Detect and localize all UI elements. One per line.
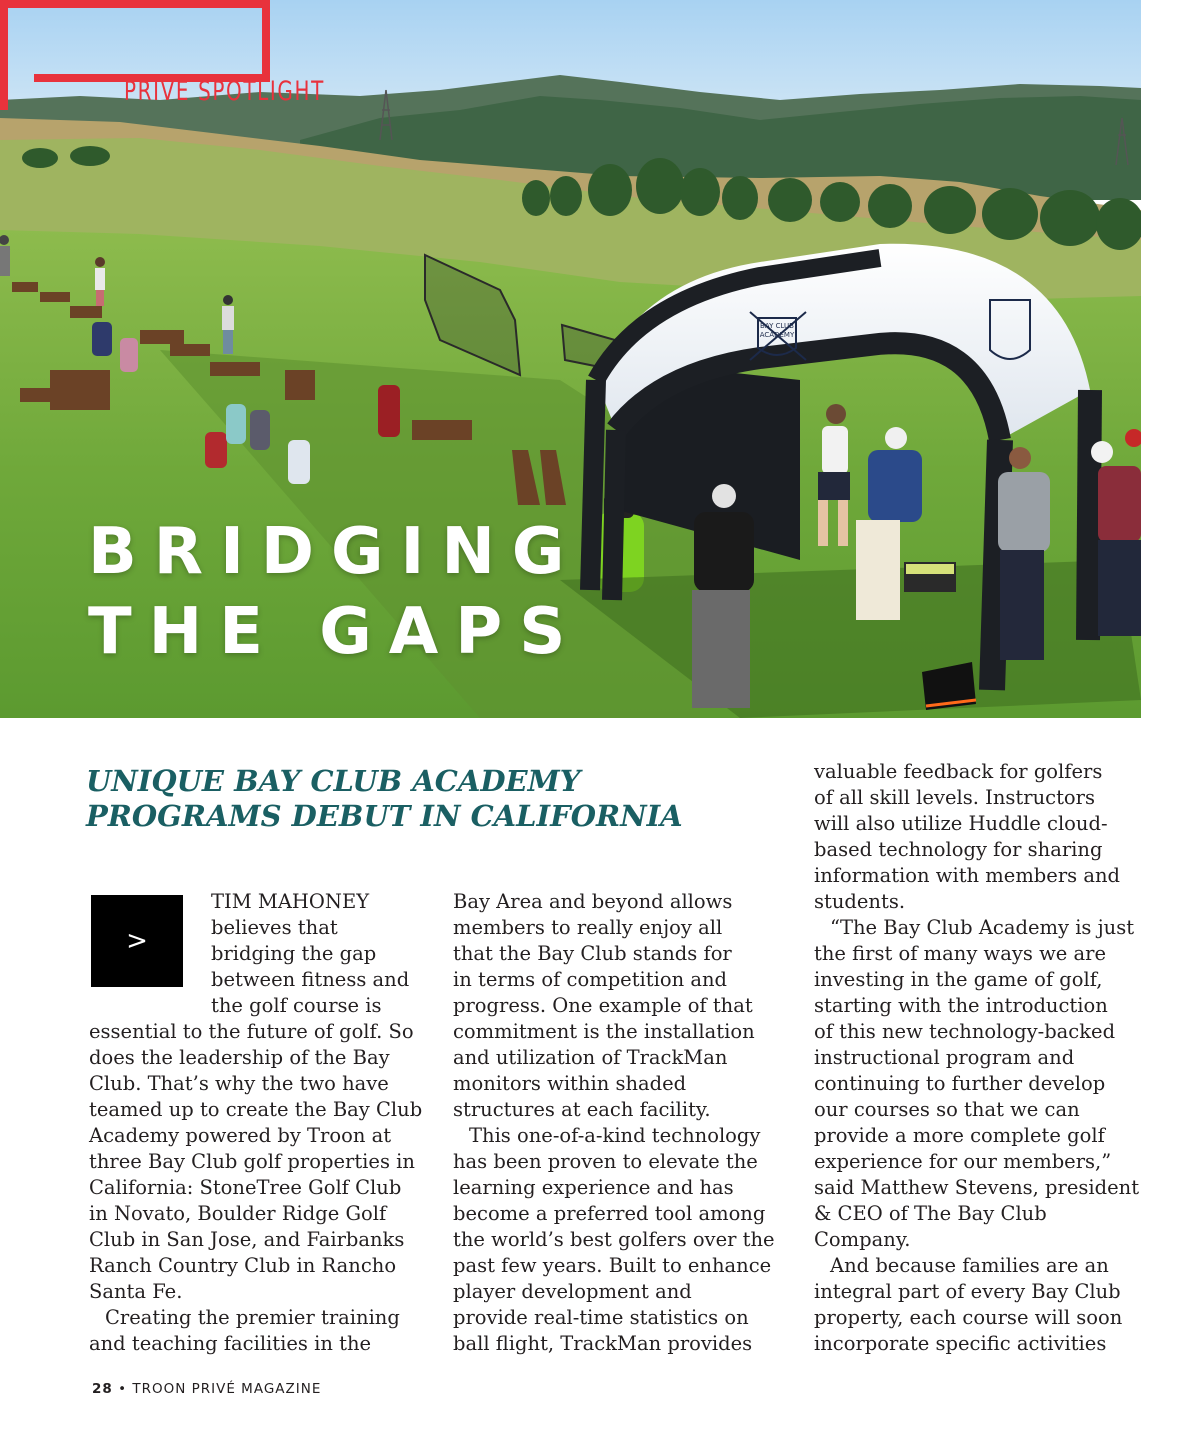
body-line: player development and	[453, 1280, 692, 1303]
body-line: and teaching facilities in the	[89, 1332, 372, 1355]
hero-photo	[0, 0, 1141, 718]
body-line: in Novato, Boulder Ridge Golf	[89, 1202, 387, 1225]
section-tag: PRIVÉ SPOTLIGHT	[124, 76, 325, 107]
body-line: will also utilize Huddle cloud-	[814, 812, 1108, 835]
body-line: and utilization of TrackMan	[453, 1046, 728, 1069]
tent-sign-line1: BAY CLUB	[760, 322, 794, 330]
body-line: teamed up to create the Bay Club	[89, 1098, 423, 1121]
body-line: Creating the premier training	[105, 1306, 400, 1329]
body-line: of all skill levels. Instructors	[814, 786, 1095, 809]
page-number: 28	[92, 1381, 113, 1397]
deck-line1: UNIQUE BAY CLUB ACADEMY	[86, 764, 581, 798]
body-line: instructional program and	[814, 1046, 1075, 1069]
body-line: the world’s best golfers over the	[453, 1228, 775, 1251]
article-column-3	[814, 759, 1154, 1357]
body-line: Ranch Country Club in Rancho	[89, 1254, 397, 1277]
body-line: our courses so that we can	[814, 1098, 1080, 1121]
body-line: provide a more complete golf	[814, 1124, 1105, 1147]
body-line: essential to the future of golf. So	[89, 1020, 414, 1043]
body-line: has been proven to elevate the	[453, 1150, 758, 1173]
body-line: Club in San Jose, and Fairbanks	[89, 1228, 405, 1251]
body-line: progress. One example of that	[453, 994, 753, 1017]
body-line: investing in the game of golf,	[814, 968, 1103, 991]
body-line: provide real-time statistics on	[453, 1306, 749, 1329]
body-line: monitors within shaded	[453, 1072, 687, 1095]
body-line: This one-of-a-kind technology	[469, 1124, 761, 1147]
body-line: California: StoneTree Golf Club	[89, 1176, 402, 1199]
body-line: property, each course will soon	[814, 1306, 1123, 1329]
body-line: students.	[814, 890, 906, 913]
body-line: & CEO of The Bay Club	[814, 1202, 1047, 1225]
publication-name: TROON PRIVÉ MAGAZINE	[132, 1381, 322, 1397]
body-line: three Bay Club golf properties in	[89, 1150, 415, 1173]
body-line: the golf course is	[211, 994, 382, 1017]
body-line: Bay Area and beyond allows	[453, 890, 733, 913]
body-line: bridging the gap	[211, 942, 377, 965]
body-line: members to really enjoy all	[453, 916, 723, 939]
body-line: past few years. Built to enhance	[453, 1254, 772, 1277]
body-line: “The Bay Club Academy is just	[830, 916, 1135, 939]
body-line: starting with the introduction	[814, 994, 1108, 1017]
body-line: learning experience and has	[453, 1176, 734, 1199]
body-line: commitment is the installation	[453, 1020, 755, 1043]
body-line: valuable feedback for golfers	[814, 760, 1103, 783]
body-line: become a preferred tool among	[453, 1202, 766, 1225]
body-line: TIM MAHONEY	[211, 890, 370, 913]
body-line: incorporate specific activities	[814, 1332, 1107, 1355]
body-line: integral part of every Bay Club	[814, 1280, 1121, 1303]
chevron-right-icon: >	[126, 926, 148, 956]
tent-sign-line2: ACADEMY	[759, 331, 795, 339]
body-line: structures at each facility.	[453, 1098, 711, 1121]
body-line: does the leadership of the Bay	[89, 1046, 390, 1069]
body-line: Academy powered by Troon at	[89, 1124, 392, 1147]
body-line: Santa Fe.	[89, 1280, 183, 1303]
headline-line2: THE GAPS	[88, 595, 583, 669]
article-column-2	[453, 889, 793, 1357]
body-line: that the Bay Club stands for	[453, 942, 732, 965]
body-line: information with members and	[814, 864, 1121, 887]
headline	[88, 512, 582, 672]
body-line: experience for our members,”	[814, 1150, 1112, 1173]
body-line: the first of many ways we are	[814, 942, 1107, 965]
deck-subheadline	[86, 764, 786, 834]
body-line: between fitness and	[211, 968, 410, 991]
body-line: Company.	[814, 1228, 911, 1251]
deck-line2: PROGRAMS DEBUT IN CALIFORNIA	[86, 799, 683, 833]
body-line: continuing to further develop	[814, 1072, 1106, 1095]
body-line: believes that	[211, 916, 338, 939]
body-line: in terms of competition and	[453, 968, 728, 991]
body-line: Club. That’s why the two have	[89, 1072, 389, 1095]
body-line: And because families are an	[830, 1254, 1109, 1277]
folio-separator: •	[118, 1381, 128, 1397]
body-line: based technology for sharing	[814, 838, 1103, 861]
page-folio	[92, 1381, 321, 1397]
headline-line1: BRIDGING	[88, 515, 582, 589]
body-line: of this new technology-backed	[814, 1020, 1116, 1043]
body-line: said Matthew Stevens, president	[814, 1176, 1140, 1199]
body-line: ball flight, TrackMan provides	[453, 1332, 753, 1355]
article-column-1	[89, 889, 429, 1357]
